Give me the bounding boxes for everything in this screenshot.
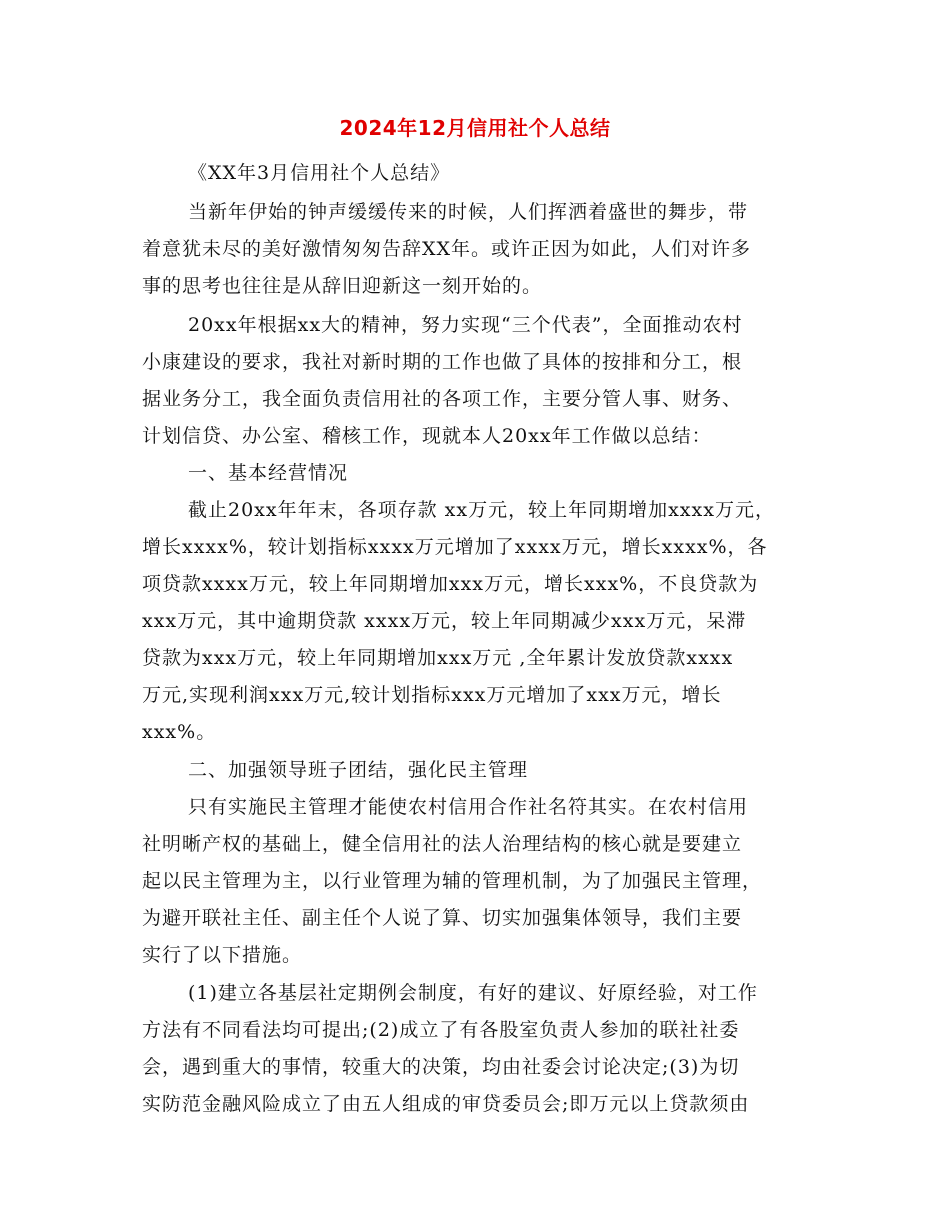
paragraph-line: 20xx年根据xx大的精神，努力实现“三个代表”，全面推动农村 [188,314,743,336]
paragraph-line: 事的思考也往往是从辞旧迎新这一刻开始的。 [142,275,543,297]
paragraph-line: 实行了以下措施。 [142,944,303,966]
paragraph-line: 当新年伊始的钟声缓缓传来的时候，人们挥洒着盛世的舞步，带 [188,201,749,223]
paragraph-line: 方法有不同看法均可提出;(2)成立了有各股室负责人参加的联社社委 [142,1019,740,1041]
paragraph-line: 起以民主管理为主，以行业管理为辅的管理机制，为了加强民主管理， [142,870,763,892]
paragraph-line: 会，遇到重大的事情，较重大的决策，均由社委会讨论决定;(3)为切 [142,1056,740,1078]
paragraph-line: 着意犹未尽的美好激情匆匆告辞XX年。或许正因为如此，人们对许多 [142,238,752,260]
paragraph-line: 社明晰产权的基础上，健全信用社的法人治理结构的核心就是要建立 [142,833,743,855]
paragraph-line: (1)建立各基层社定期例会制度，有好的建议、好原经验，对工作 [188,982,758,1004]
paragraph-line: 增长xxxx%，较计划指标xxxx万元增加了xxxx万元，增长xxxx%，各 [142,536,768,558]
paragraph-line: 实防范金融风险成立了由五人组成的审贷委员会;即万元以上贷款须由 [142,1093,750,1115]
paragraph-line: 只有实施民主管理才能使农村信用合作社名符其实。在农村信用 [188,796,749,818]
subtitle-line: 《XX年3月信用社个人总结》 [188,162,451,184]
document-title: 2024年12月信用社个人总结 [339,116,611,140]
paragraph-line: 小康建设的要求，我社对新时期的工作也做了具体的按排和分工，根 [142,351,743,373]
paragraph-line: 万元,实现利润xxx万元,较计划指标xxx万元增加了xxx万元，增长 [142,684,722,706]
paragraph-line: xxx万元，其中逾期贷款 xxxx万元，较上年同期减少xxx万元，呆滞 [142,610,747,632]
section-heading: 二、加强领导班子团结，强化民主管理 [188,759,529,781]
paragraph-line: 贷款为xxx万元，较上年同期增加xxx万元 ,全年累计发放贷款xxxx [142,647,734,669]
paragraph-line: 截止20xx年年末，各项存款 xx万元，较上年同期增加xxxx万元， [188,499,775,521]
paragraph-line: 计划信贷、办公室、稽核工作，现就本人20xx年工作做以总结： [142,425,712,447]
paragraph-line: 为避开联社主任、副主任个人说了算、切实加强集体领导，我们主要 [142,907,743,929]
paragraph-line: xxx%。 [142,721,217,743]
paragraph-line: 据业务分工，我全面负责信用社的各项工作，主要分管人事、财务、 [142,388,743,410]
paragraph-line: 项贷款xxxx万元，较上年同期增加xxx万元，增长xxx%，不良贷款为 [142,573,759,595]
section-heading: 一、基本经营情况 [188,462,349,484]
